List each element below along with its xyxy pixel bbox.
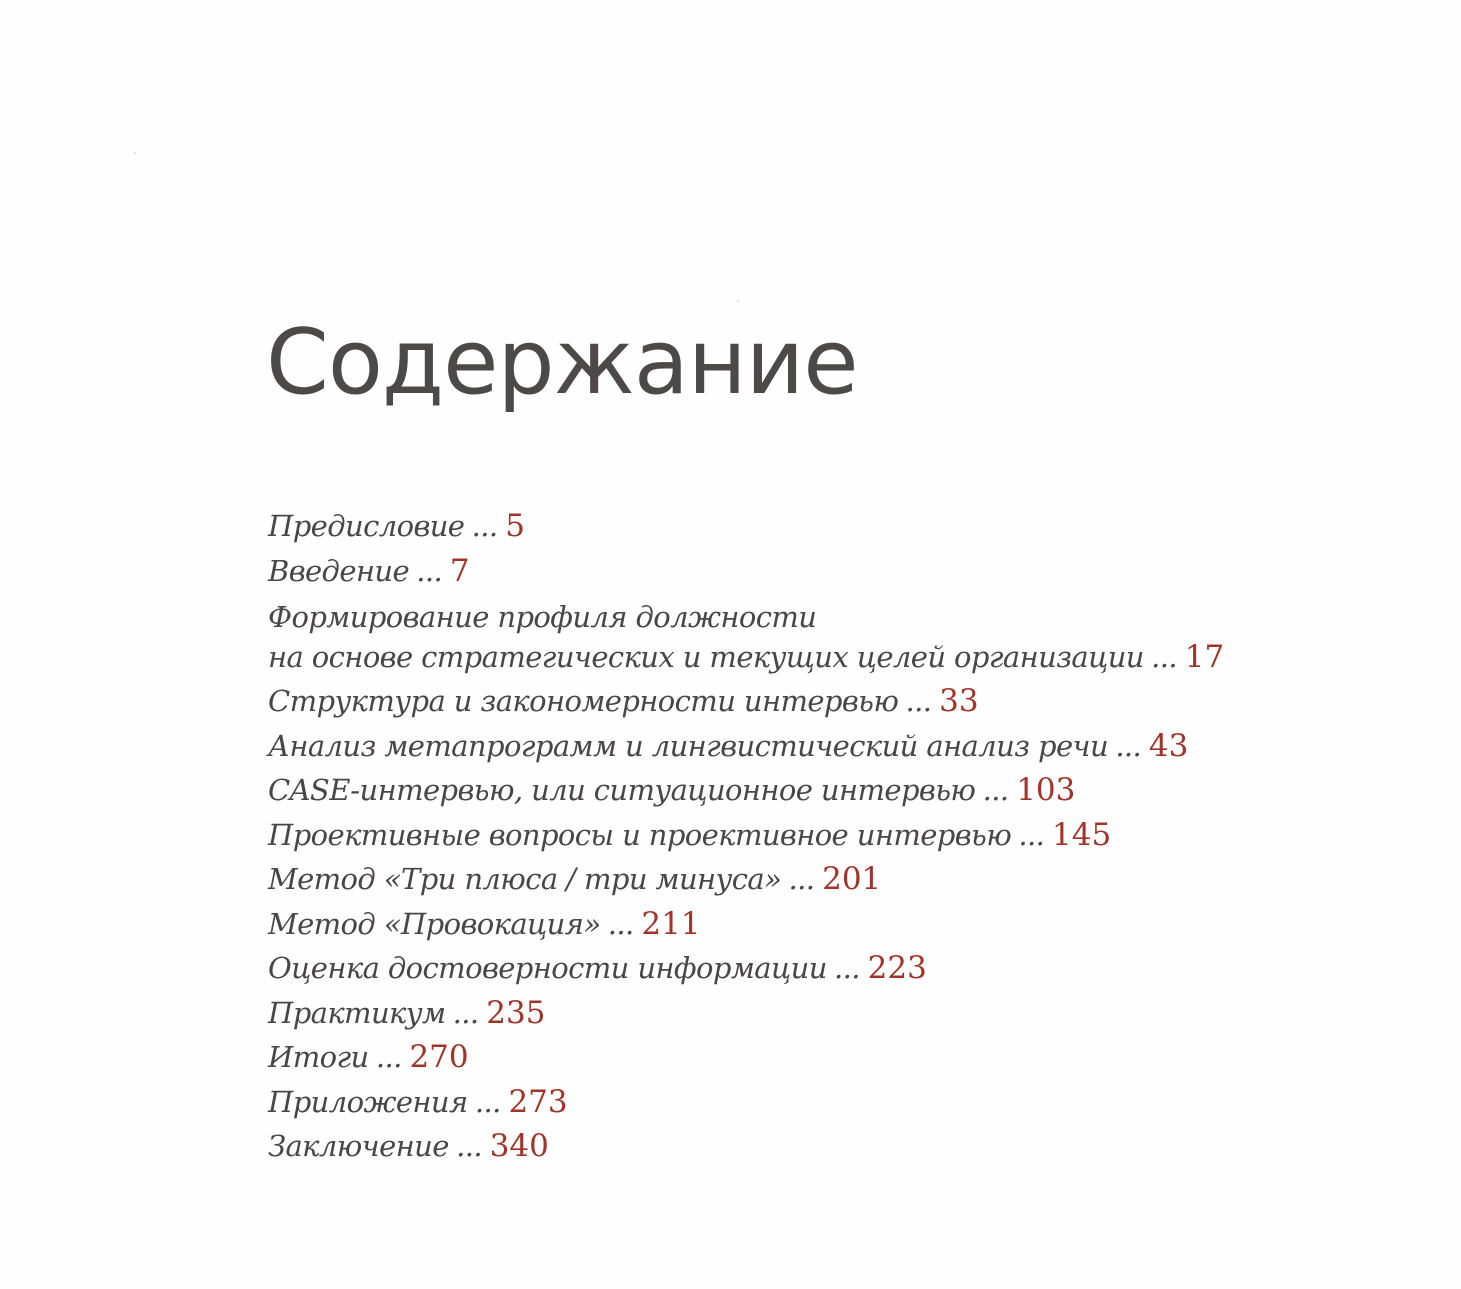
toc-entry-label: Приложения	[268, 1084, 468, 1119]
toc-page-number: 223	[867, 950, 927, 986]
toc-entry-practicum[interactable]	[268, 991, 1268, 1036]
toc-entry-metaprograms[interactable]	[268, 724, 1268, 769]
toc-page-number: 43	[1148, 727, 1189, 764]
toc-page-number: 235	[486, 994, 546, 1031]
toc-entry-label: Введение	[268, 553, 410, 588]
toc-entry-label: Итоги	[268, 1040, 369, 1074]
toc-leader: ...	[834, 951, 860, 985]
toc-entry-label: Метод «Три плюса / три минуса»	[268, 862, 782, 896]
toc-leader: ...	[416, 553, 443, 588]
toc-title: Содержание	[266, 310, 858, 415]
toc-entry-label: Практикум	[268, 995, 446, 1030]
toc-entry-label-line-1: Формирование профиля должности	[268, 600, 817, 634]
toc-page-number: 273	[508, 1083, 568, 1120]
toc-entry-conclusion[interactable]	[268, 1124, 1268, 1169]
toc-entry-case-interview[interactable]	[268, 768, 1268, 813]
toc-page-number: 340	[489, 1128, 549, 1164]
toc-leader: ...	[1115, 728, 1142, 763]
toc-entry-appendices[interactable]	[268, 1080, 1268, 1125]
toc-leader: ...	[905, 684, 932, 718]
toc-entry-provocation[interactable]	[268, 902, 1268, 947]
toc-entry-results[interactable]	[268, 1035, 1268, 1080]
toc-page-number: 103	[1016, 772, 1076, 808]
toc-entry-label: Метод «Провокация»	[268, 906, 601, 941]
toc-entry-label: Оценка достоверности информации	[268, 951, 827, 985]
toc-page-number: 17	[1184, 639, 1225, 675]
toc-leader: ...	[607, 906, 634, 941]
toc-leader: ...	[375, 1040, 402, 1074]
toc-entry-label: Проективные вопросы и проективное интервью	[268, 817, 1012, 852]
toc-page-number: 201	[822, 861, 882, 897]
toc-leader: ...	[1151, 640, 1177, 674]
toc-entry-label: Предисловие	[268, 509, 465, 543]
toc-page-number: 7	[449, 552, 470, 589]
toc-entry-job-profile[interactable]	[268, 593, 1268, 679]
toc-entry-preface[interactable]	[268, 504, 1268, 549]
toc-page-number: 211	[641, 905, 701, 942]
toc-entry-projective-questions[interactable]	[268, 813, 1268, 858]
toc-entry-label: Структура и закономерности интервью	[268, 684, 899, 718]
toc-page-number: 270	[409, 1039, 469, 1075]
toc-entry-three-plus-minus[interactable]	[268, 857, 1268, 902]
toc-entry-reliability[interactable]	[268, 946, 1268, 991]
toc-entry-interview-structure[interactable]	[268, 679, 1268, 724]
toc-leader: ...	[456, 1129, 482, 1163]
toc-list	[268, 504, 1268, 1169]
toc-leader: ...	[982, 773, 1009, 807]
toc-entry-label-line-2: на основе стратегических и текущих целей организации	[268, 640, 1144, 674]
toc-leader: ...	[1018, 817, 1045, 852]
toc-page-number: 5	[505, 508, 525, 544]
paper-speck	[737, 300, 739, 302]
toc-page-number: 33	[939, 683, 979, 719]
toc-entry-introduction[interactable]	[268, 549, 1268, 594]
toc-leader: ...	[788, 862, 815, 896]
toc-entry-label: CASE-интервью, или ситуационное интервью	[268, 773, 976, 807]
toc-entry-label: Заключение	[268, 1129, 449, 1163]
toc-page-number: 145	[1052, 816, 1112, 853]
toc-leader: ...	[471, 509, 498, 543]
toc-entry-label-line-2-row	[268, 637, 1268, 677]
paper-speck	[134, 152, 136, 154]
toc-leader: ...	[474, 1084, 501, 1119]
toc-leader: ...	[452, 995, 479, 1030]
toc-entry-label: Анализ метапрограмм и лингвистический анализ речи	[268, 728, 1109, 763]
